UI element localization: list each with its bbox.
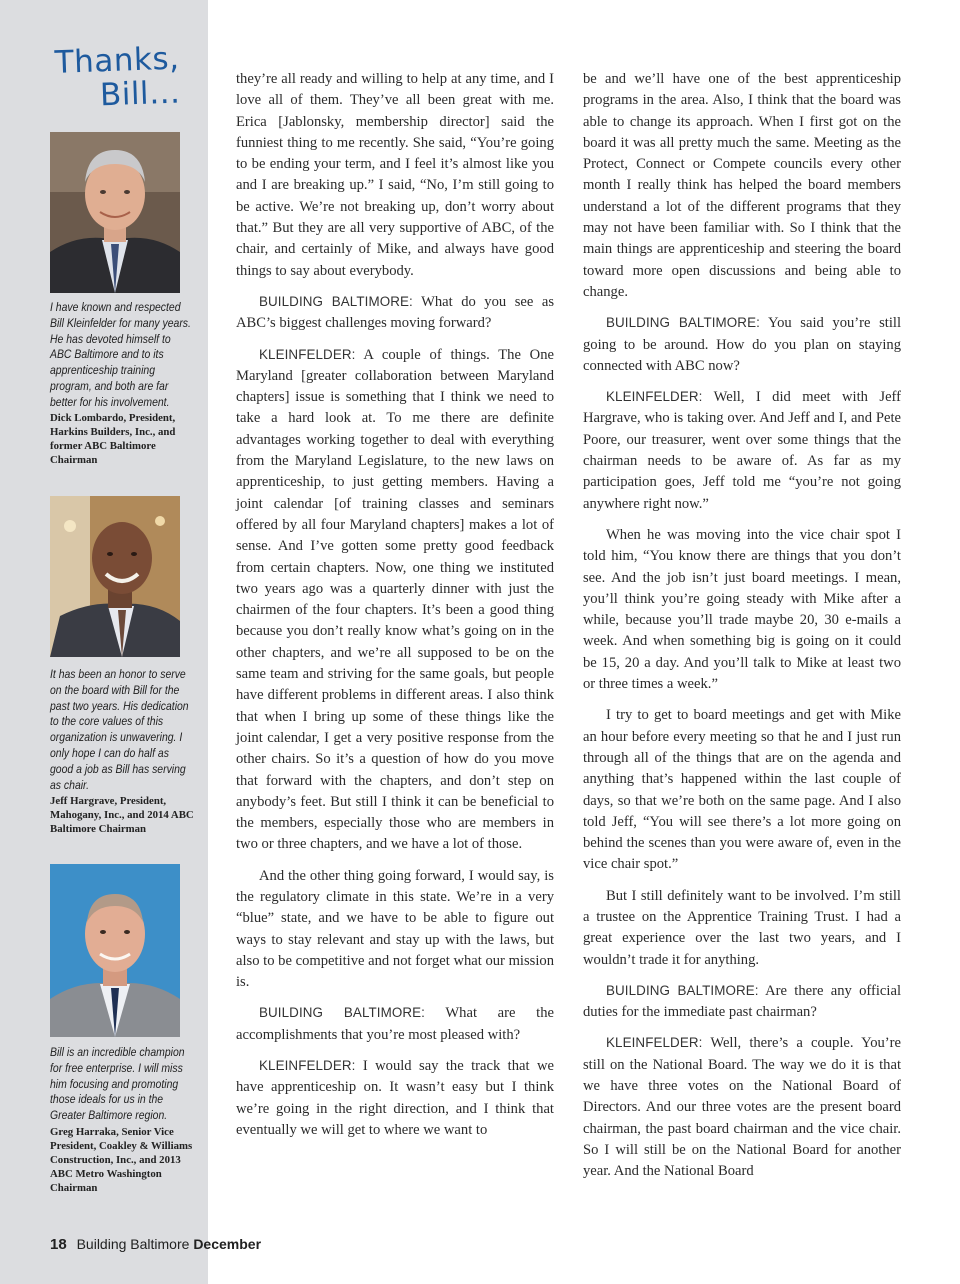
paragraph: KLEINFELDER: I would say the track that we have apprenticeship on. It wasn’t easy but I think we’re going in the right direction, and I think that eventually we will get to where we want to [236, 1058, 554, 1138]
paragraph: they’re all ready and willing to help at any time, and I love all of them. They’ve all been great with me. Erica [Jablonsky, membership director] said the funniest thing to me recently. She said, “You’re going to be ending your term, and I feel it’s almost like you and I are breaking up.” I said, “No, I’m still going to be active. We’re not breaking up, don’t worry about that.” But they are all very supportive of ABC, of the chair, and certainly of Mike, and always have good things to say about everybody. [236, 71, 554, 279]
page-footer [50, 1236, 261, 1253]
paragraph: be and we’ll have one of the best apprenticeship programs in the area. Also, I think that the board was able to change its approach. When I first got on the board it was all pretty much the same. Meeting as the Protect, Connect or Compete councils every other month I really think has helped the board members understand a lot of the different programs that they may not have been familiar with. So I think that the main things are apprenticeship and steering the board toward more open discussions and being able to change. [583, 71, 901, 300]
jeff-hargrave-portrait-icon [50, 496, 180, 657]
page-number: 18 [50, 1236, 67, 1253]
dick-lombardo-portrait-icon [50, 132, 180, 293]
quote-attribution-2: Jeff Hargrave, President, Mahogany, Inc., and 2014 ABC Baltimore Chairman [50, 795, 194, 835]
photo-greg-harraka [50, 864, 180, 1037]
quote-attribution-3: Greg Harraka, Senior Vice President, Coakley & Williams Construction, Inc., and 2013 ABC Metro Washington Chairman [50, 1126, 193, 1194]
paragraph: KLEINFELDER: A couple of things. The One Maryland [greater collaboration between Maryland chapters] issue is something that I think we need to take a hard look at. To me there are definite advantages working together to deal with everything from the Maryland Legislature, to the new laws on apprenticeship, to just getting members. Having a joint calendar [of training classes and seminars offered by all four Maryland chapters] makes a lot of sense. And I’ve gotten some pretty good feedback from certain chapters. Now, one thing we instituted two years ago was a quarterly dinner with just the chairmen of the four chapters. It’s been a good thing because you don’t really know what’s going on in the other chapters, and we’re all supposed to be on the same team and striving for the same goals, but people have different problems in different areas. I also think that when I bring up some of these things like the joint calendar, I get a very positive response from the other chairs. So it’s a question of how do you move that forward with the chapters, and don’t step on anybody’s feet. But still I think it can be beneficial to the members, especially those who are members in two or three chapters, and we have a lot of those. [236, 346, 554, 853]
article-column-2 [583, 68, 901, 1192]
paragraph: I try to get to board meetings and get with Mike an hour before every meeting so that he and I just run through all of the things that are on the agenda and anything that’s happened within the last couple of days, so that we’re both on the same page. And I also told Jeff, “You will see there’s a lot more going on behind the scenes than you were aware of, even in the vice chair spot.” [583, 707, 901, 873]
paragraph: But I still definitely want to be involved. I’m still a trustee on the Apprentice Training Trust. I had a great experience over the last two years, and I wouldn’t trade it for anything. [583, 887, 901, 968]
paragraph: When he was moving into the vice chair spot I told him, “You know there are things that you don’t see. And the job isn’t just board meetings. I mean, you’ll think you’re going steady with Mike after a while, because you’ll trade maybe 20, 30 e-mails a week. And when something big is going on it could be 15, 20 a day. And you’ll talk to Mike at least two or three times a week.” [583, 526, 901, 693]
paragraph: KLEINFELDER: Well, I did meet with Jeff Hargrave, who is taking over. And Jeff and I, and Pete Poore, our treasurer, went over some things that the chairman needs to be aware of. As far as my participation goes, Jeff told me “you’re not going anywhere right now.” [583, 389, 902, 512]
thanks-heading-line1: Thanks, [54, 40, 180, 81]
issue-month: December [193, 1236, 262, 1252]
paragraph: BUILDING BALTIMORE: Are there any official duties for the immediate past chairman? [583, 982, 901, 1021]
quote-text-3: Bill is an incredible champion for free enterprise. I will miss him focusing and promoting those ideals for us in the Greater Baltimore region. [50, 1046, 185, 1123]
paragraph: BUILDING BALTIMORE: You said you’re still going to be around. How do you plan on staying connected with ABC now? [583, 315, 901, 374]
paragraph: KLEINFELDER: Well, there’s a couple. You’re still on the National Board. The way we do it is that we have three votes on the National Board of Directors. And our three votes are the present board chairman, the past board chairman and the vice chair. So I will still be on the National Board for another year. And the National Board [583, 1035, 902, 1180]
article-column-1 [236, 68, 554, 1150]
photo-dick-lombardo [50, 132, 180, 293]
publication-name: Building Baltimore [76, 1236, 190, 1252]
quote-attribution-1: Dick Lombardo, President, Harkins Builders, Inc., and former ABC Baltimore Chairman [50, 412, 176, 466]
quote-text-2: It has been an honor to serve on the board with Bill for the past two years. His dedication to the core values of this organization is unwavering. I only hope I can do half as good a job as Bill has serving as chair. [50, 668, 189, 792]
thanks-heading [39, 42, 181, 115]
thanks-heading-line2: Bill… [99, 74, 182, 114]
photo-jeff-hargrave [50, 496, 180, 657]
paragraph: BUILDING BALTIMORE: What are the accomplishments that you’re most pleased with? [236, 1005, 554, 1043]
paragraph: BUILDING BALTIMORE: What do you see as ABC’s biggest challenges moving forward? [236, 293, 554, 332]
greg-harraka-portrait-icon [50, 864, 180, 1037]
quote-text-1: I have known and respected Bill Kleinfelder for many years. He has devoted himself to ABC Baltimore and to its apprenticeship training program, and both are far better for his involvement. [50, 301, 191, 409]
paragraph: And the other thing going forward, I would say, is the regulatory climate in this state. We’re in a very “blue” state, and we have to be able to figure out ways to stay relevant and stay up with the laws, but also to be competitive and not forget what our mission is. [236, 867, 554, 991]
